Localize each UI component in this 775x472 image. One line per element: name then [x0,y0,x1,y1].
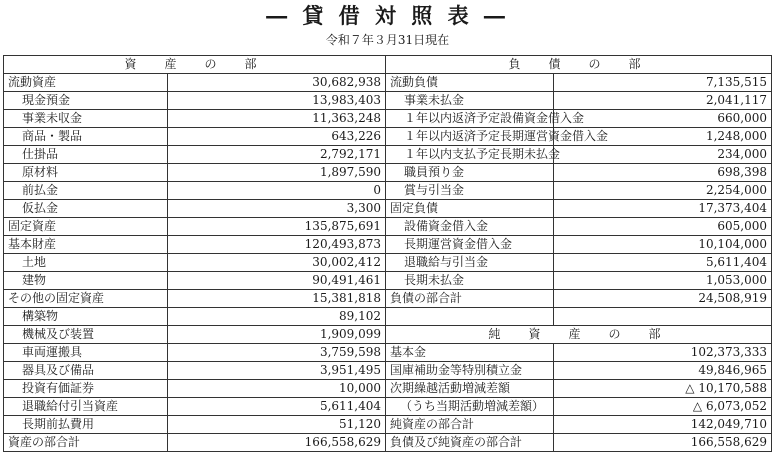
net-asset-label: 純資産の部合計 [386,416,554,434]
liability-label: 長期運営資金借入金 [386,236,554,254]
liability-label: 賞与引当金 [386,182,554,200]
liability-label: 長期未払金 [386,272,554,290]
asset-label: 建物 [4,272,168,290]
table-row [4,110,772,128]
asset-label: 長期前払費用 [4,416,168,434]
asset-value: 0 [168,182,386,200]
asset-value: 643,226 [168,128,386,146]
asset-value: 1,897,590 [168,164,386,182]
asset-label: 車両運搬具 [4,344,168,362]
report-date: 令和７年３月31日現在 [325,33,450,47]
liability-label: １年以内返済予定長期運営資金借入金 [386,128,554,146]
liability-value: 17,373,404 [554,200,772,218]
table-row [4,272,772,290]
liability-label: 負債の部合計 [386,290,554,308]
asset-label: 土地 [4,254,168,272]
liability-label: 設備資金借入金 [386,218,554,236]
asset-value: 89,102 [168,308,386,326]
asset-label: 機械及び装置 [4,326,168,344]
asset-label: その他の固定資産 [4,290,168,308]
liability-net-total-value: 166,558,629 [554,434,772,452]
liability-value: 605,000 [554,218,772,236]
asset-value: 13,983,403 [168,92,386,110]
total-row [4,434,772,452]
asset-value: 51,120 [168,416,386,434]
net-asset-label: 次期繰越活動増減差額 [386,380,554,398]
liability-value: 5,611,404 [554,254,772,272]
table-row [4,416,772,434]
asset-label: 退職給付引当資産 [4,398,168,416]
asset-value: 90,491,461 [168,272,386,290]
asset-label: 器具及び備品 [4,362,168,380]
table-row [4,128,772,146]
table-row [4,236,772,254]
liability-label: 固定負債 [386,200,554,218]
table-row [4,182,772,200]
asset-total-label: 資産の部合計 [4,434,168,452]
table-row [4,326,772,344]
asset-value: 120,493,873 [168,236,386,254]
liabilities-section-header: 負 債 の 部 [386,56,772,74]
asset-value: 3,951,495 [168,362,386,380]
asset-label: 前払金 [4,182,168,200]
net-asset-label: （うち当期活動増減差額） [386,398,554,416]
table-row [4,362,772,380]
liability-value: 2,254,000 [554,182,772,200]
liability-label: １年以内返済予定設備資金借入金 [386,110,554,128]
liability-value [554,308,772,326]
net-assets-section-header: 純 資 産 の 部 [386,326,772,344]
asset-value: 2,792,171 [168,146,386,164]
page-title: ― 貸 借 対 照 表 ― [266,3,509,28]
table-row [4,398,772,416]
net-asset-value: △ 10,170,588 [554,380,772,398]
table-row [4,308,772,326]
net-asset-label: 国庫補助金等特別積立金 [386,362,554,380]
table-row [4,218,772,236]
liability-label: 事業未払金 [386,92,554,110]
net-asset-value: 142,049,710 [554,416,772,434]
table-row [4,164,772,182]
table-row [4,200,772,218]
section-header-row [4,56,772,74]
liability-value: 660,000 [554,110,772,128]
asset-value: 30,002,412 [168,254,386,272]
liability-label: 職員預り金 [386,164,554,182]
liability-value: 1,053,000 [554,272,772,290]
asset-value: 10,000 [168,380,386,398]
table-row [4,146,772,164]
liability-label: １年以内支払予定長期未払金 [386,146,554,164]
table-row [4,92,772,110]
asset-value: 15,381,818 [168,290,386,308]
asset-label: 仮払金 [4,200,168,218]
asset-label: 構築物 [4,308,168,326]
asset-value: 11,363,248 [168,110,386,128]
liability-value: 698,398 [554,164,772,182]
liability-value: 24,508,919 [554,290,772,308]
liability-value: 7,135,515 [554,74,772,92]
asset-value: 1,909,099 [168,326,386,344]
liability-value: 234,000 [554,146,772,164]
asset-value: 3,300 [168,200,386,218]
liability-label: 流動負債 [386,74,554,92]
asset-label: 原材料 [4,164,168,182]
liability-net-total-label: 負債及び純資産の部合計 [386,434,554,452]
asset-label: 投資有価証券 [4,380,168,398]
balance-sheet-table [3,55,772,452]
asset-label: 流動資産 [4,74,168,92]
net-asset-value: 49,846,965 [554,362,772,380]
asset-label: 固定資産 [4,218,168,236]
asset-label: 商品・製品 [4,128,168,146]
asset-label: 基本財産 [4,236,168,254]
asset-label: 現金預金 [4,92,168,110]
table-row [4,344,772,362]
liability-label: 退職給与引当金 [386,254,554,272]
table-row [4,254,772,272]
table-row [4,74,772,92]
liability-value: 2,041,117 [554,92,772,110]
liability-value: 10,104,000 [554,236,772,254]
liability-value: 1,248,000 [554,128,772,146]
asset-total-value: 166,558,629 [168,434,386,452]
asset-value: 5,611,404 [168,398,386,416]
asset-label: 仕掛品 [4,146,168,164]
table-row [4,380,772,398]
net-asset-value: 102,373,333 [554,344,772,362]
asset-value: 135,875,691 [168,218,386,236]
asset-value: 30,682,938 [168,74,386,92]
asset-value: 3,759,598 [168,344,386,362]
net-asset-label: 基本金 [386,344,554,362]
table-row [4,290,772,308]
net-asset-value: △ 6,073,052 [554,398,772,416]
asset-label: 事業未収金 [4,110,168,128]
liability-label [386,308,554,326]
assets-section-header: 資 産 の 部 [4,56,386,74]
